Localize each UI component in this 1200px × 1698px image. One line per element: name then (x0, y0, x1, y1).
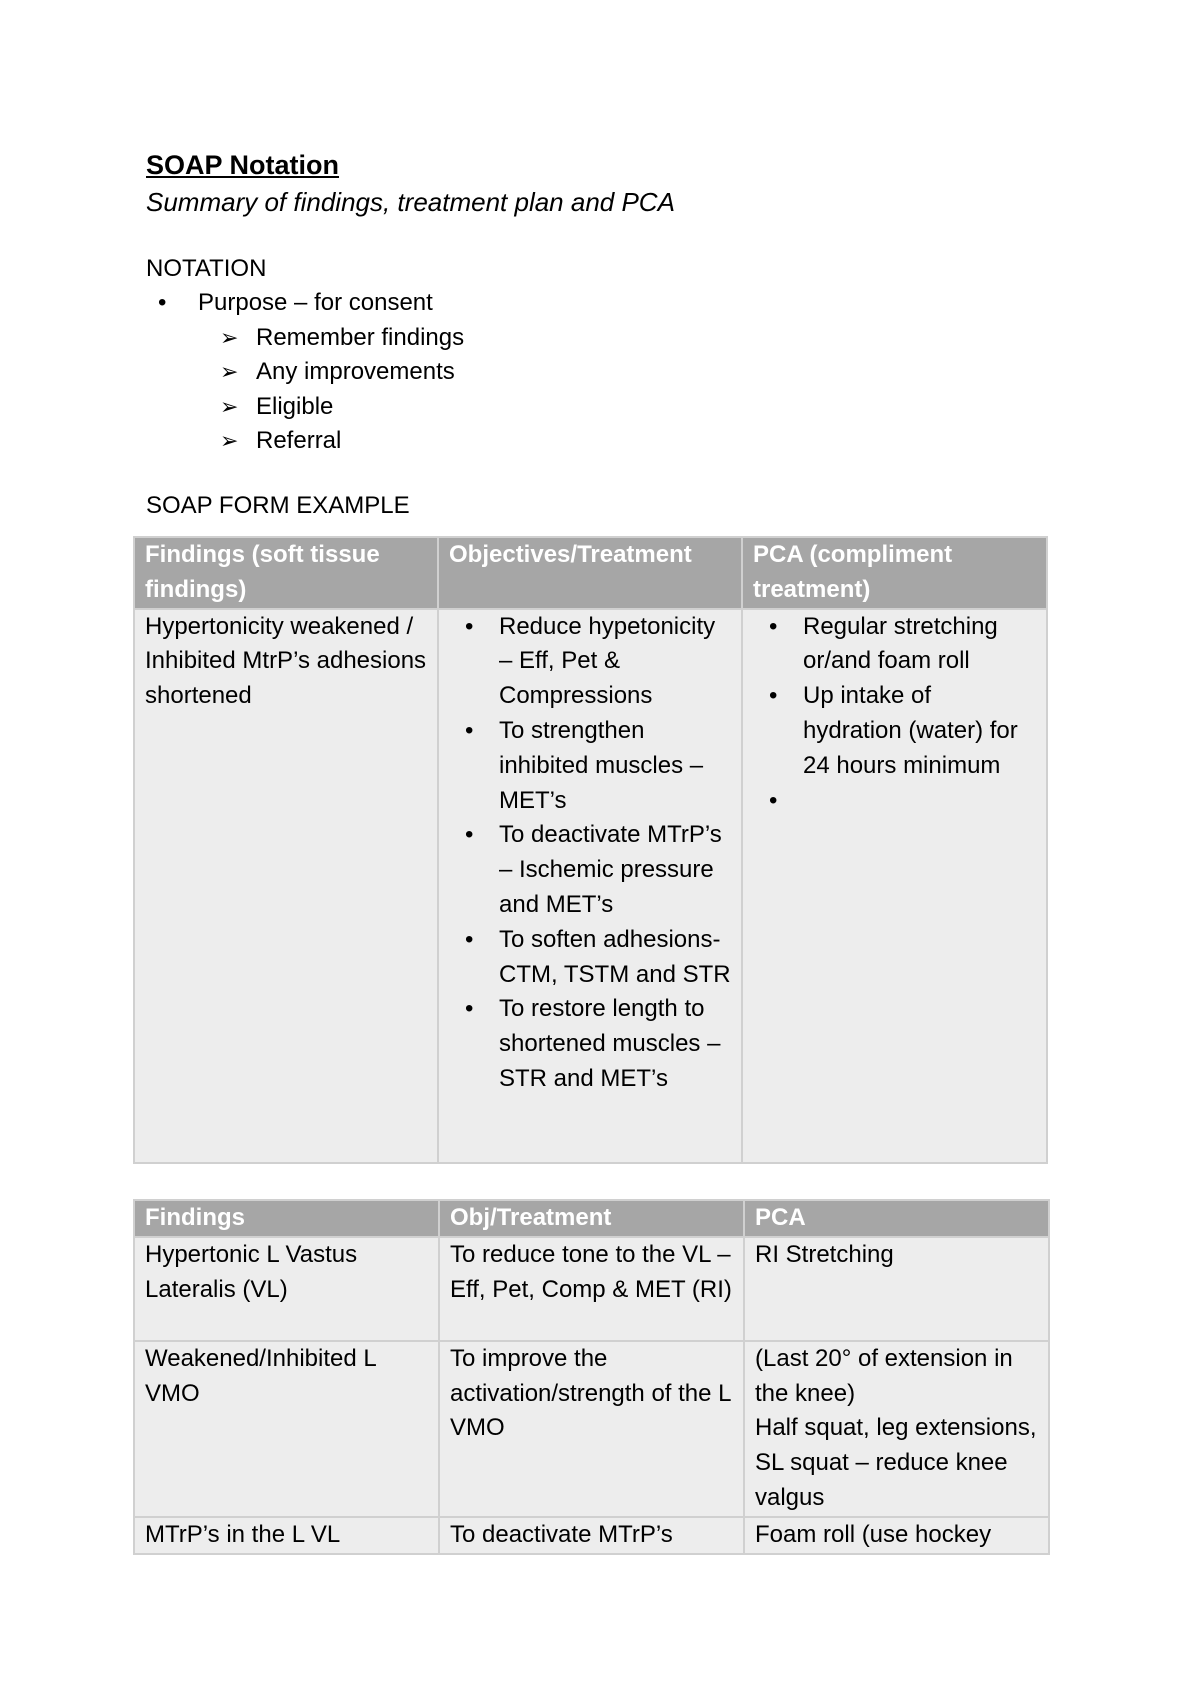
treatment-cell: To improve the activation/strength of the L VMO (439, 1341, 744, 1517)
pca-cell (744, 1341, 1049, 1517)
column-header: Findings (134, 1200, 439, 1237)
pca-cell (742, 609, 1047, 1163)
document-body (146, 148, 1046, 523)
list-item: • To restore length to shortened muscles – STR and MET’s (449, 992, 731, 1096)
list-item: • To strengthen inhibited muscles – MET’s (449, 714, 731, 818)
soap-example-heading: SOAP FORM EXAMPLE (146, 491, 410, 519)
table-header-row (134, 1200, 1049, 1237)
table-row (134, 1517, 1049, 1554)
table-row (134, 1237, 1049, 1341)
findings-cell: Hypertonic L Vastus Lateralis (VL) (134, 1237, 439, 1341)
notation-heading: NOTATION (146, 255, 267, 282)
soap-example-table (133, 536, 1048, 1164)
list-item: • Up intake of hydration (water) for 24 hours minimum (753, 679, 1036, 783)
table-row (134, 1341, 1049, 1517)
purpose-subitem: ➢ Referral (198, 424, 1046, 459)
list-item (753, 784, 1036, 819)
pca-cell: Foam roll (use hockey (744, 1517, 1049, 1554)
findings-treatment-table (133, 1199, 1050, 1555)
list-item: • To deactivate MTrP’s – Ischemic pressure and MET’s (449, 818, 731, 922)
findings-cell: Weakened/Inhibited L VMO (134, 1341, 439, 1517)
table-header-row (134, 537, 1047, 609)
findings-cell: MTrP’s in the L VL (134, 1517, 439, 1554)
purpose-sublist (198, 321, 1046, 459)
pca-cell: RI Stretching (744, 1237, 1049, 1341)
column-header: Findings (soft tissue findings) (134, 537, 438, 609)
purpose-subitem: ➢ Remember findings (198, 321, 1046, 356)
treatment-cell: To reduce tone to the VL – Eff, Pet, Comp & MET (RI) (439, 1237, 744, 1341)
page-subtitle: Summary of findings, treatment plan and PCA (146, 187, 675, 217)
page-title: SOAP Notation (146, 150, 340, 180)
purpose-subitem: ➢ Any improvements (198, 355, 1046, 390)
column-header: PCA (compliment treatment) (742, 537, 1047, 609)
column-header: PCA (744, 1200, 1049, 1237)
objectives-list (449, 610, 731, 1097)
findings-cell: Hypertonicity weakened / Inhibited MtrP’s adhesions shortened (134, 609, 438, 1163)
notation-list (146, 286, 1046, 459)
pca-list (753, 610, 1036, 819)
notation-purpose-text: Purpose – for consent (198, 289, 433, 316)
column-header: Obj/Treatment (439, 1200, 744, 1237)
purpose-subitem: ➢ Eligible (198, 390, 1046, 425)
list-item: • To soften adhesions- CTM, TSTM and STR (449, 923, 731, 993)
pca-line: Half squat, leg extensions, SL squat – reduce knee valgus (755, 1414, 1037, 1511)
list-item: • Regular stretching or/and foam roll (753, 610, 1036, 680)
list-item: • Reduce hypetonicity – Eff, Pet & Compressions (449, 610, 731, 714)
treatment-cell: To deactivate MTrP’s (439, 1517, 744, 1554)
objectives-cell (438, 609, 742, 1163)
column-header: Objectives/Treatment (438, 537, 742, 609)
notation-purpose-item (146, 286, 1046, 459)
table-row (134, 609, 1047, 1163)
pca-line: (Last 20° of extension in the knee) (755, 1344, 1013, 1407)
